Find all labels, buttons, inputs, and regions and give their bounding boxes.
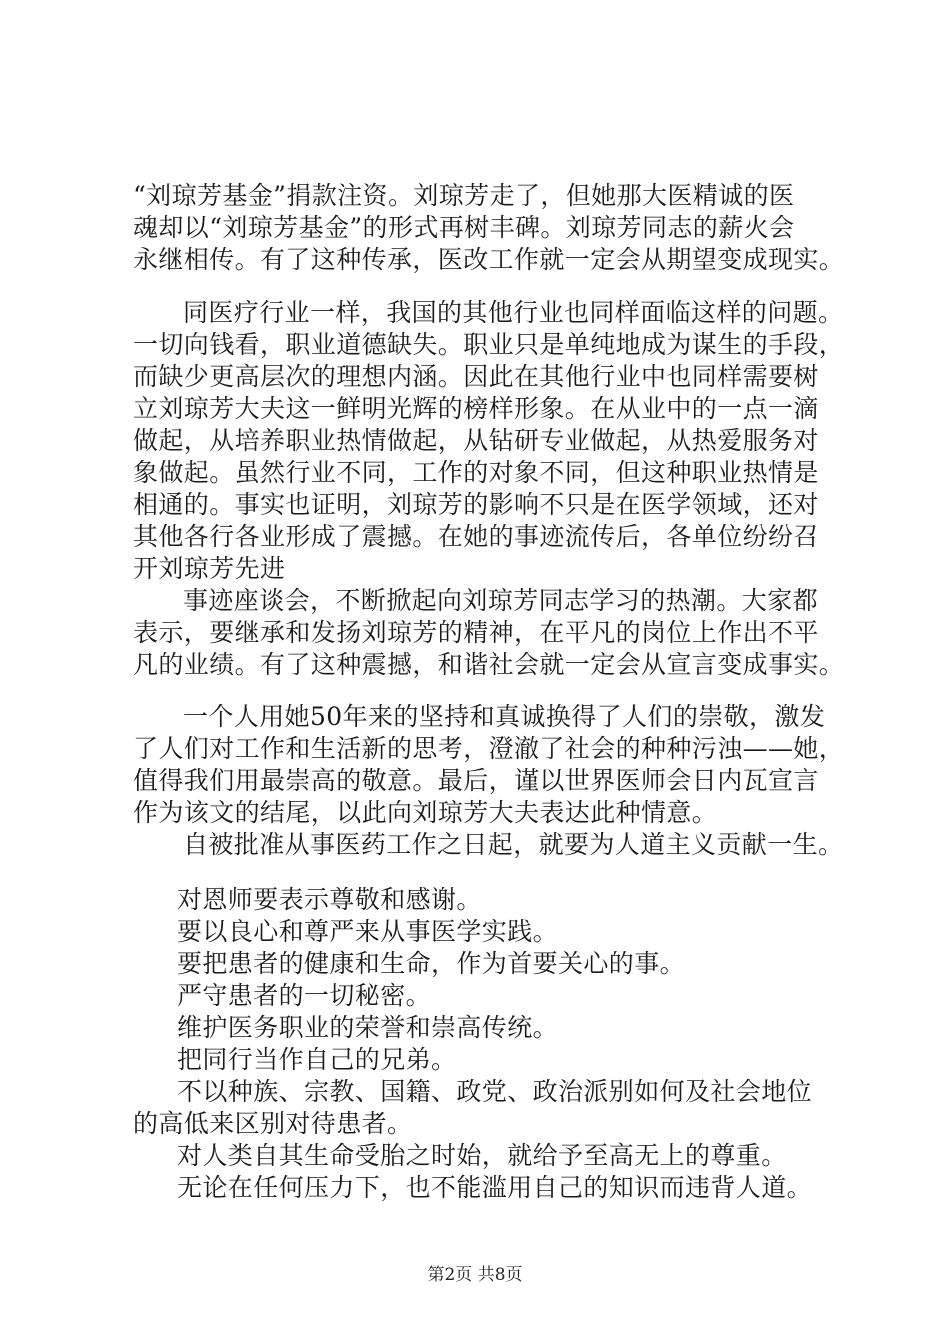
text-line: 不以种族、宗教、国籍、政党、政治派别如何及社会地位 (177, 1077, 813, 1106)
page-number: 第2页 共8页 (427, 1265, 523, 1285)
text-line: 而缺少更高层次的理想内涵。因此在其他行业中也同样需要树 (133, 362, 819, 391)
text-line: 做起，从培养职业热情做起，从钻研专业做起，从热爱服务对 (133, 426, 819, 455)
text-line: 自被批准从事医药工作之日起，就要为人道主义贡献一生。 (183, 830, 844, 859)
text-line: 开刘琼芳先进 (133, 554, 286, 583)
text-line: 值得我们用最崇高的敬意。最后，谨以世界医师会日内瓦宣言 (133, 766, 819, 795)
text-line: 永继相传。有了这种传承，医改工作就一定会从期望变成现实。 (133, 245, 845, 274)
text-line: 凡的业绩。有了这种震撼，和谐社会就一定会从宣言变成事实。 (133, 650, 845, 679)
text-line: 了人们对工作和生活新的思考，澄澈了社会的种种污浊——她， (133, 734, 845, 763)
text-line: 严守患者的一切秘密。 (177, 981, 432, 1010)
text-line: 其他各行各业形成了震撼。在她的事迹流传后，各单位纷纷召 (133, 522, 819, 551)
text-line: 无论在任何压力下，也不能滥用自己的知识而违背人道。 (177, 1173, 813, 1202)
text-line: 象做起。虽然行业不同，工作的对象不同，但这种职业热情是 (133, 458, 819, 487)
text-line: 作为该文的结尾，以此向刘琼芳大夫表达此种情意。 (133, 798, 718, 827)
text-line: 把同行当作自己的兄弟。 (177, 1045, 457, 1074)
text-line: 表示，要继承和发扬刘琼芳的精神，在平凡的岗位上作出不平 (133, 618, 819, 647)
text-line: 相通的。事实也证明，刘琼芳的影响不只是在医学领域，还对 (133, 490, 819, 519)
text-line: 要以良心和尊严来从事医学实践。 (177, 917, 559, 946)
text-line: 一切向钱看，职业道德缺失。职业只是单纯地成为谋生的手段， (133, 330, 845, 359)
text-line: 要把患者的健康和生命，作为首要关心的事。 (177, 949, 686, 978)
text-line: “刘琼芳基金”捐款注资。刘琼芳走了，但她那大医精诚的医 (133, 181, 795, 210)
text-line: 对人类自其生命受胎之时始，就给予至高无上的尊重。 (177, 1141, 787, 1170)
text-line: 魂却以“刘琼芳基金”的形式再树丰碑。刘琼芳同志的薪火会 (133, 213, 795, 242)
text-line: 的高低来区别对待患者。 (133, 1109, 413, 1138)
text-line: 同医疗行业一样，我国的其他行业也同样面临这样的问题。 (183, 298, 844, 327)
text-line: 立刘琼芳大夫这一鲜明光辉的榜样形象。在从业中的一点一滴 (133, 394, 819, 423)
text-line: 事迹座谈会，不断掀起向刘琼芳同志学习的热潮。大家都 (183, 586, 819, 615)
text-line: 一个人用她50年来的坚持和真诚换得了人们的崇敬，激发 (183, 702, 826, 731)
text-line: 维护医务职业的荣誉和崇高传统。 (177, 1013, 559, 1042)
text-line: 对恩师要表示尊敬和感谢。 (177, 885, 482, 914)
